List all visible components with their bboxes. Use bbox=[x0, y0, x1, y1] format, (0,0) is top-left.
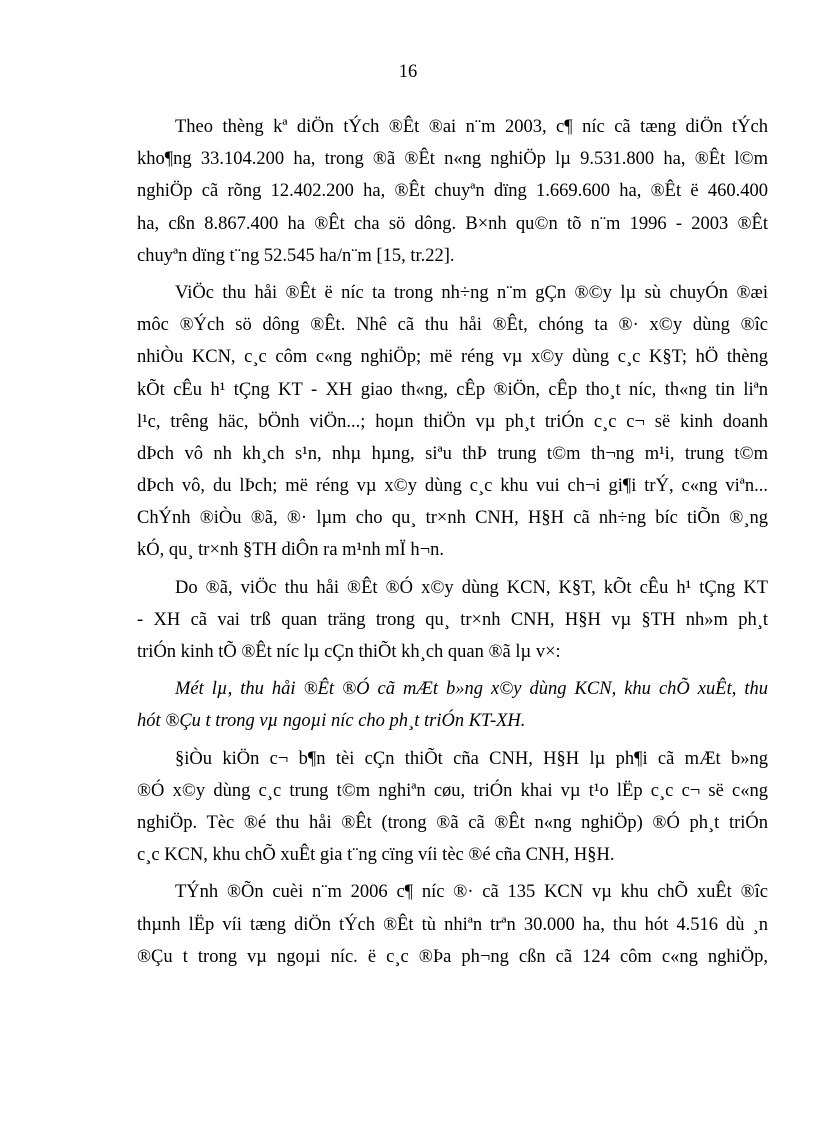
text-line: ChÝnh ®iÒu ®ã, ®· lµm cho qu¸ tr×nh CNH, H§H cã nh÷ng bíc tiÕn ®¸ng bbox=[137, 508, 768, 529]
paragraph-land-statistics bbox=[137, 111, 768, 272]
text-line: ViÖc thu håi ®Êt ë níc ta trong nh÷ng n¨m gÇn ®©y lµ sù chuyÓn ®æi bbox=[175, 282, 768, 303]
text-line: TÝnh ®Õn cuèi n¨m 2006 c¶ níc ®· cã 135 KCN vµ khu chÕ xuÊt ®îc bbox=[175, 882, 768, 903]
text-line: l¹c, trêng häc, bÖnh viÖn...; hoµn thiÖn vµ ph¸t triÓn c¸c c¬ së kinh doanh bbox=[137, 411, 768, 432]
paragraph-conditions bbox=[137, 743, 768, 872]
text-line: kho¶ng 33.104.200 ha, trong ®ã ®Êt n«ng nghiÖp lµ 9.531.800 ha, ®Êt l©m bbox=[137, 149, 768, 170]
text-line: thµnh lËp víi tæng diÖn tÝch ®Êt tù nhiªn trªn 30.000 ha, thu hót 4.516 dù ¸n bbox=[137, 914, 768, 935]
text-line: hót ®Çu t trong vµ ngoµi níc cho ph¸t triÓn KT-XH. bbox=[137, 711, 526, 732]
text-line: kÓ, qu¸ tr×nh §TH diÔn ra m¹nh mÏ h¬n. bbox=[137, 540, 444, 561]
text-line: Theo thèng kª diÖn tÝch ®Êt ®ai n¨m 2003, c¶ níc cã tæng diÖn tÝch bbox=[175, 117, 768, 137]
text-line: nghiÖp. Tèc ®é thu håi ®Êt (trong ®ã cã ®Êt n«ng nghiÖp) ®Ó ph¸t triÓn bbox=[137, 812, 768, 833]
text-line: Mét lµ, thu håi ®Êt ®Ó cã mÆt b»ng x©y dùng KCN, khu chÕ xuÊt, thu bbox=[175, 679, 768, 700]
text-line: ®Ó x©y dùng c¸c trung t©m nghiªn cøu, triÓn khai vµ t¹o lËp c¸c c¬ së c«ng bbox=[137, 780, 768, 801]
text-line: §iÒu kiÖn c¬ b¶n tèi cÇn thiÕt cña CNH, H§H lµ ph¶i cã mÆt b»ng bbox=[175, 748, 768, 769]
paragraph-industrial-zones bbox=[137, 876, 768, 973]
text-line: môc ®Ých sö dông ®Êt. Nhê cã thu håi ®Êt, chóng ta ®· x©y dùng ®îc bbox=[137, 315, 768, 336]
paragraph-land-recovery bbox=[137, 277, 768, 567]
text-line: ®Çu t trong vµ ngoµi níc. ë c¸c ®Þa ph¬ng cßn cã 124 côm c«ng nghiÖp, bbox=[137, 946, 768, 967]
text-line: ha, cßn 8.867.400 ha ®Êt cha sö dông. B×nh qu©n tõ n¨m 1996 - 2003 ®Êt bbox=[137, 213, 768, 234]
text-line: kÕt cÊu h¹ tÇng KT - XH giao th«ng, cÊp ®iÖn, cÊp tho¸t níc, th«ng tin liªn bbox=[137, 379, 768, 400]
text-line: dÞch vô, du lÞch; më réng vµ x©y dùng c¸c khu vui ch¬i gi¶i trÝ, c«ng viªn... bbox=[137, 476, 768, 497]
paragraph-first-reason bbox=[137, 673, 768, 737]
text-line: - XH cã vai trß quan träng trong qu¸ tr×nh CNH, H§H vµ §TH nh»m ph¸t bbox=[137, 609, 768, 630]
text-line: Do ®ã, viÖc thu håi ®Êt ®Ó x©y dùng KCN, K§T, kÕt cÊu h¹ tÇng KT bbox=[175, 577, 768, 598]
text-line: chuyªn dïng t¨ng 52.545 ha/n¨m [15, tr.22]. bbox=[137, 245, 455, 266]
text-line: c¸c KCN, khu chÕ xuÊt gia t¨ng cïng víi tèc ®é cña CNH, H§H. bbox=[137, 845, 615, 866]
paragraph-role bbox=[137, 572, 768, 669]
page-number: 16 bbox=[398, 62, 418, 82]
body-text bbox=[137, 111, 768, 978]
text-line: nhiÒu KCN, c¸c côm c«ng nghiÖp; më réng vµ x©y dùng c¸c K§T; hÖ thèng bbox=[137, 347, 768, 368]
text-line: triÓn kinh tÕ ®Êt níc lµ cÇn thiÕt kh¸ch quan ®ã lµ v×: bbox=[137, 642, 561, 662]
text-line: nghiÖp cã rõng 12.402.200 ha, ®Êt chuyªn dïng 1.669.600 ha, ®Êt ë 460.400 bbox=[137, 181, 768, 202]
text-line: dÞch vô nh kh¸ch s¹n, nhµ hµng, siªu thÞ trung t©m th¬ng m¹i, trung t©m bbox=[137, 443, 768, 464]
